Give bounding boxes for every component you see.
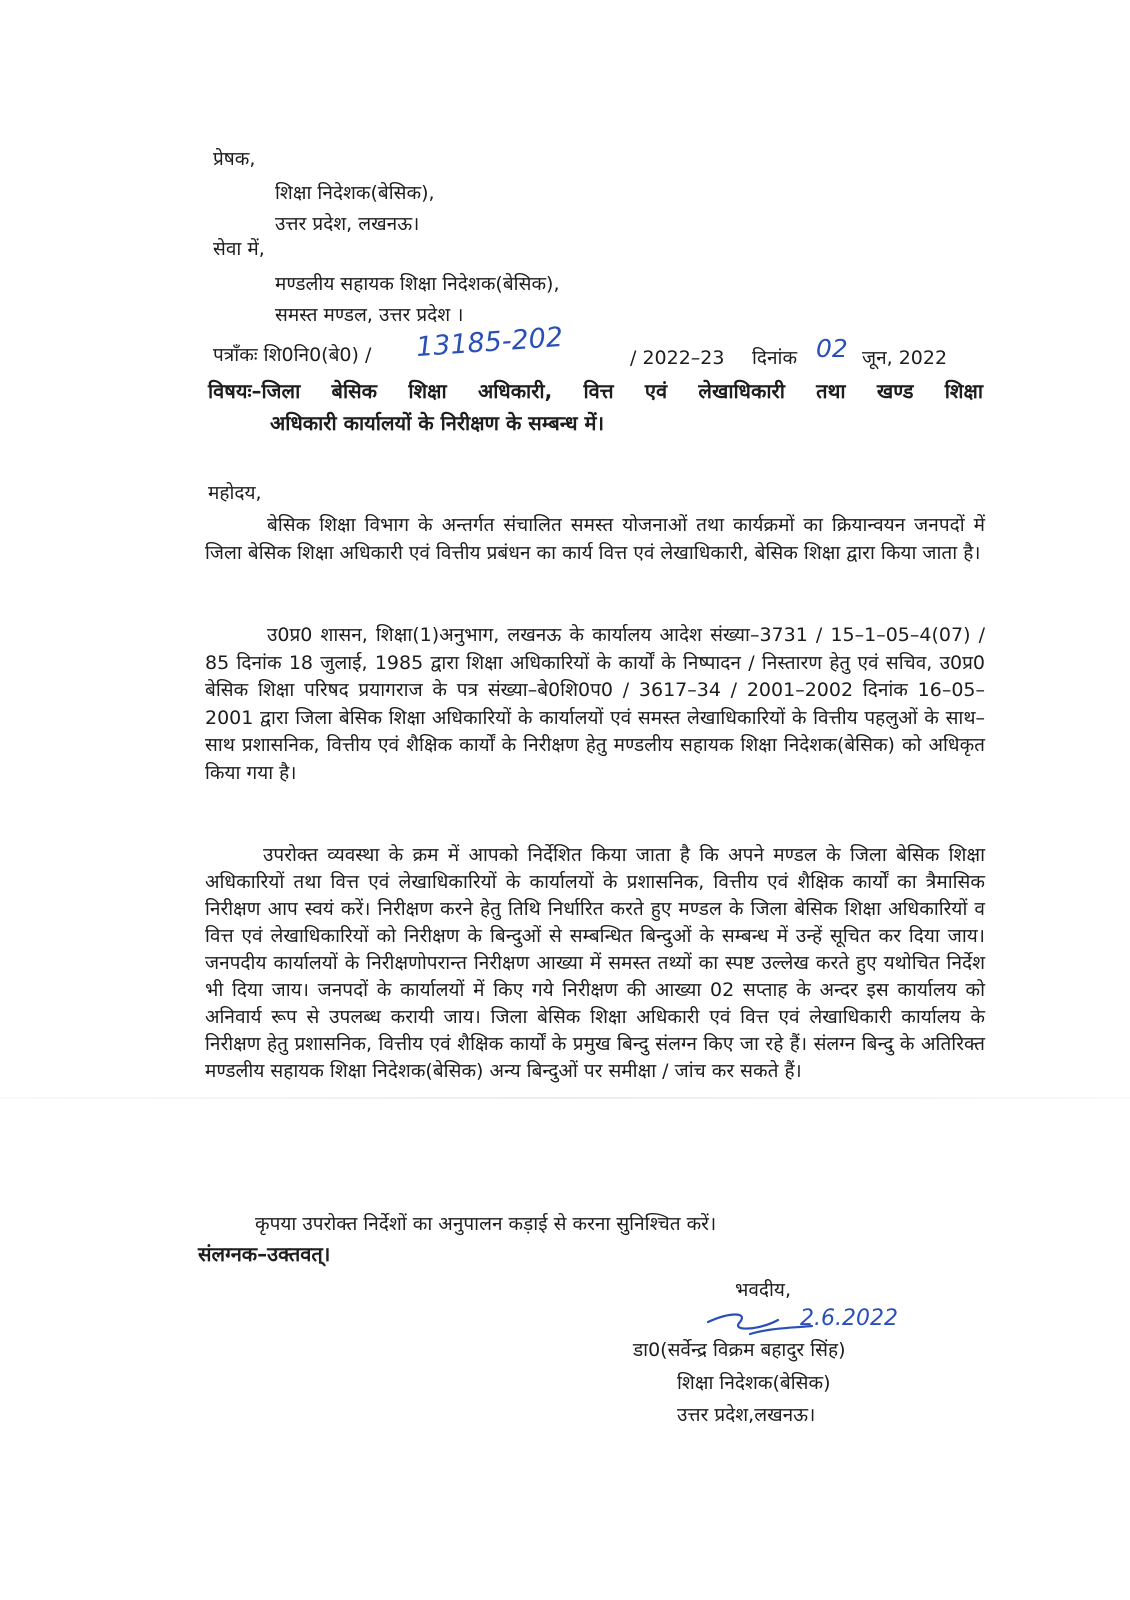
paragraph-2-text: उ0प्र0 शासन, शिक्षा(1)अनुभाग, लखनऊ के कार्यालय आदेश संख्या–3731 / 15–1–05–4(07) / 85 दिनांक 18 जुलाई, 1985 द्वारा शिक्षा अधिकारियों के कार्यों के निष्पादन / निस्तारण हेतु एवं सचिव, उ0प्र0 बेसिक शिक्षा परिषद प्रयागराज के पत्र संख्या–बे0शि0प0 / 3617–34 / 2001–2002 दिनांक 16–05–2001 द्वारा जिला बेसिक शिक्षा अधिकारियों के कार्यालयों एवं समस्त लेखाधिकारियों के वित्तीय पहलुओं के साथ–साथ प्रशासनिक, वित्तीय एवं शैक्षिक कार्यों के निरीक्षण हेतु मण्डलीय सहायक शिक्षा निदेशक(बेसिक) को अधिकृत किया गया है। xyxy=(205,624,985,784)
sender-line-2: उत्तर प्रदेश, लखनऊ। xyxy=(275,213,420,235)
paragraph-2 xyxy=(205,622,985,788)
paragraph-4 xyxy=(205,1211,985,1239)
reference-prefix: पत्राँकः शि0नि0(बे0) / xyxy=(213,344,372,366)
paragraph-3 xyxy=(205,842,985,1085)
recipient-line-2: समस्त मण्डल, उत्तर प्रदेश । xyxy=(275,304,464,326)
paragraph-1-text: बेसिक शिक्षा विभाग के अन्तर्गत संचालित समस्त योजनाओं तथा कार्यक्रमों का क्रियान्वयन जनपदों में जिला बेसिक शिक्षा अधिकारी एवं वित्तीय प्रबंधन का कार्य वित्त एवं लेखाधिकारी, बेसिक शिक्षा द्वारा किया जाता है। xyxy=(205,514,985,564)
subject-line-1: विषयः–जिला बेसिक शिक्षा अधिकारी, वित्त एवं लेखाधिकारी तथा खण्ड शिक्षा xyxy=(208,379,983,403)
sender-label: प्रेषक, xyxy=(213,148,256,170)
enclosure-note: संलग्नक–उक्तवत्। xyxy=(198,1242,331,1266)
signatory-designation: शिक्षा निदेशक(बेसिक) xyxy=(677,1372,831,1394)
reference-date-label: दिनांक xyxy=(752,347,798,369)
handwritten-date-day: 02 xyxy=(816,334,848,363)
reference-date-month-year: जून, 2022 xyxy=(862,347,948,369)
closing: भवदीय, xyxy=(735,1279,791,1301)
sender-line-1: शिक्षा निदेशक(बेसिक), xyxy=(275,182,435,204)
handwritten-reference-number: 13185-202 xyxy=(415,321,565,364)
salutation: महोदय, xyxy=(208,482,262,504)
handwritten-signature-date: 2.6.2022 xyxy=(800,1306,898,1331)
recipient-label: सेवा में, xyxy=(213,238,265,260)
scan-artifact-line xyxy=(0,1097,1130,1099)
paragraph-4-text: कृपया उपरोक्त निर्देशों का अनुपालन कड़ाई से करना सुनिश्चित करें। xyxy=(255,1213,717,1235)
signatory-name: डा0(सर्वेन्द्र विक्रम बहादुर सिंह) xyxy=(633,1339,846,1361)
reference-year: / 2022–23 xyxy=(630,347,725,369)
recipient-line-1: मण्डलीय सहायक शिक्षा निदेशक(बेसिक), xyxy=(275,273,560,295)
subject-line-2: अधिकारी कार्यालयों के निरीक्षण के सम्बन्ध में। xyxy=(270,411,605,435)
paragraph-3-text: उपरोक्त व्यवस्था के क्रम में आपको निर्देशित किया जाता है कि अपने मण्डल के जिला बेसिक शिक्षा अधिकारियों तथा वित्त एवं लेखाधिकारियों के कार्यालयों के प्रशासनिक, वित्तीय एवं शैक्षिक कार्यों का त्रैमासिक निरीक्षण आप स्वयं करें। निरीक्षण करने हेतु तिथि निर्धारित करते हुए मण्डल के जिला बेसिक शिक्षा अधिकारियों व वित्त एवं लेखाधिकारियों को निरीक्षण के बिन्दुओं से सम्बन्धित बिन्दुओं के सम्बन्ध में उन्हें सूचित कर दिया जाय। जनपदीय कार्यालयों के निरीक्षणोपरान्त निरीक्षण आख्या में समस्त तथ्यों का स्पष्ट उल्लेख करते हुए यथोचित निर्देश भी दिया जाय। जनपदों के कार्यालयों में किए गये निरीक्षण की आख्या 02 सप्ताह के अन्दर इस कार्यालय को अनिवार्य रूप से उपलब्ध करायी जाय। जिला बेसिक शिक्षा अधिकारी एवं वित्त एवं लेखाधिकारी कार्यालय के निरीक्षण हेतु प्रशासनिक, वित्तीय एवं शैक्षिक कार्यों के प्रमुख बिन्दु संलग्न किए जा रहे हैं। संलग्न बिन्दु के अतिरिक्त मण्डलीय सहायक शिक्षा निदेशक(बेसिक) अन्य बिन्दुओं पर समीक्षा / जांच कर सकते हैं। xyxy=(205,844,985,1082)
paragraph-1 xyxy=(205,512,985,567)
signatory-location: उत्तर प्रदेश,लखनऊ। xyxy=(677,1404,816,1426)
